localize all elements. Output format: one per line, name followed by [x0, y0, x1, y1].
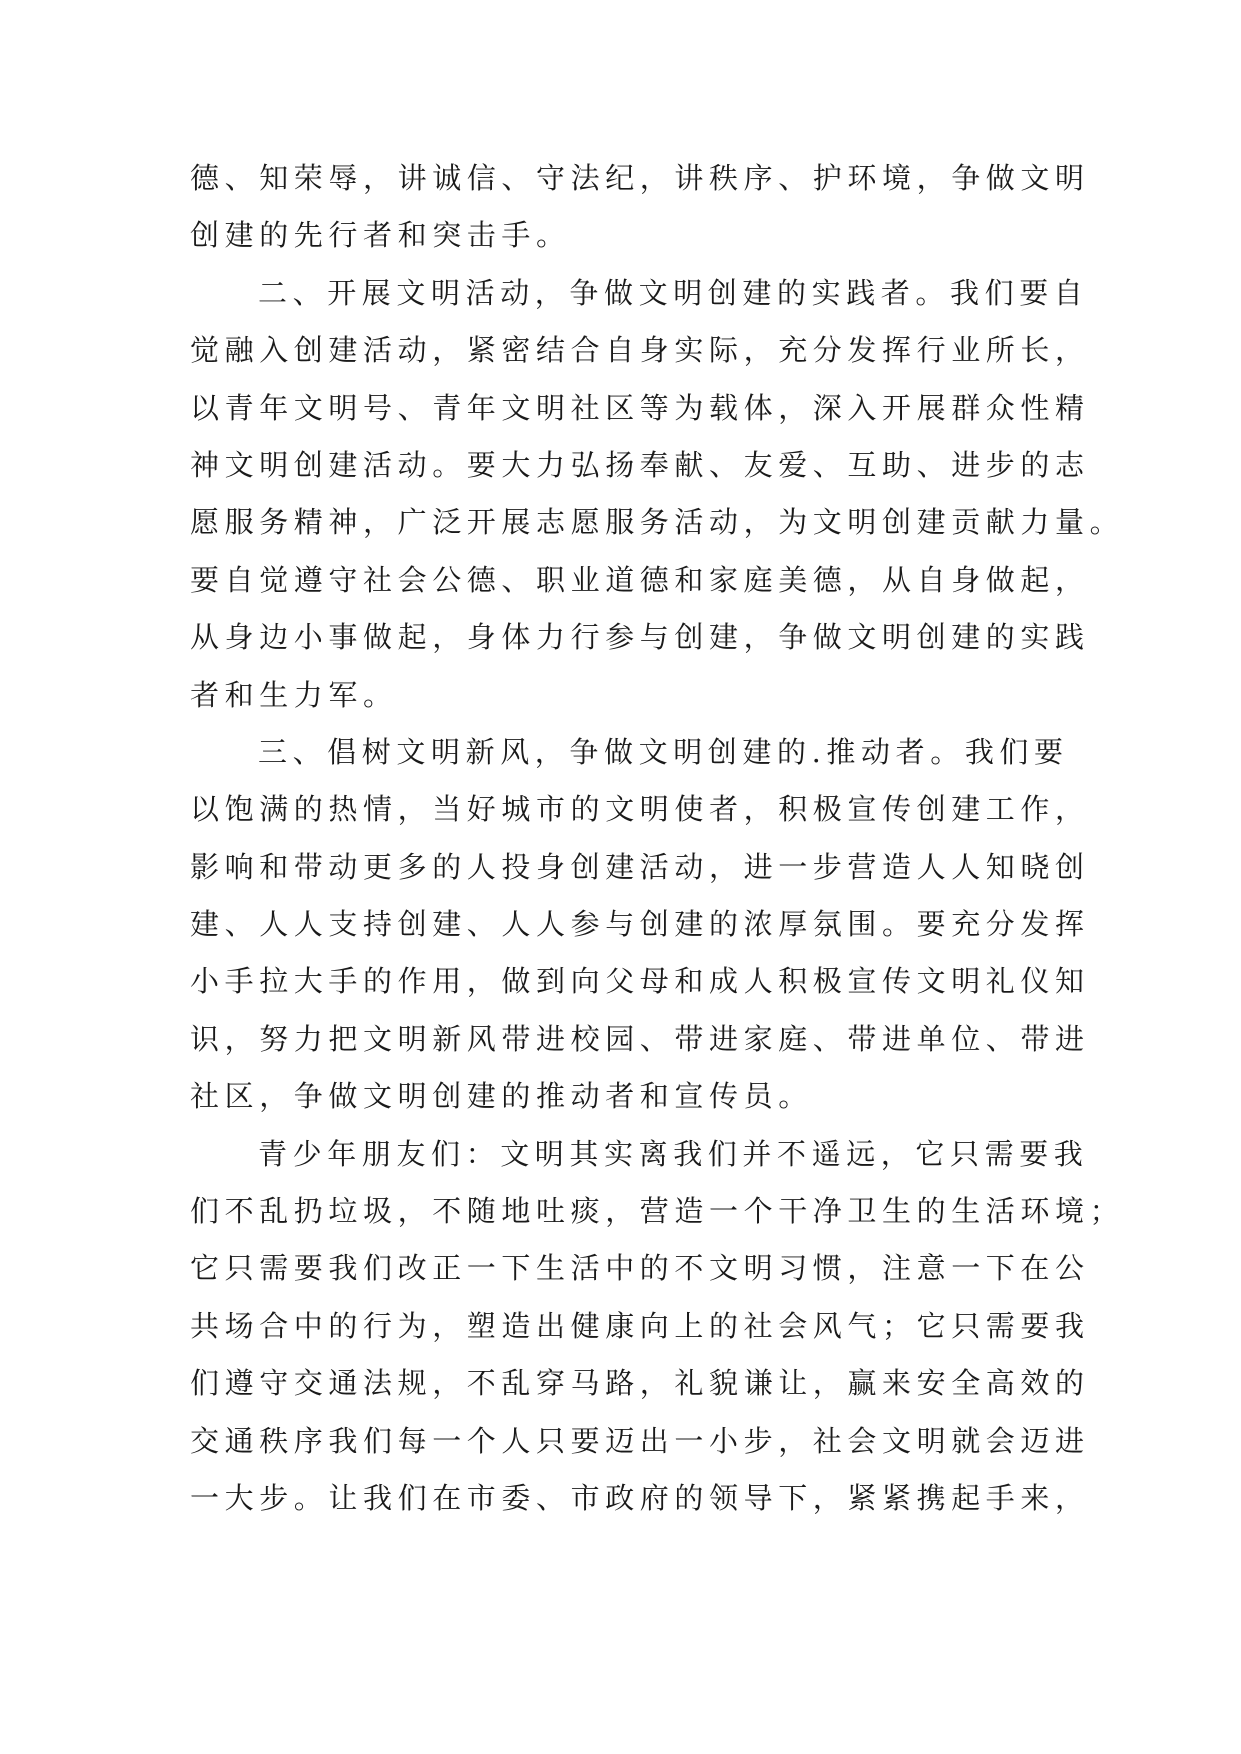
text-line: 愿服务精神，广泛开展志愿服务活动，为文明创建贡献力量。: [190, 505, 1125, 540]
text-line: 以饱满的热情，当好城市的文明使者，积极宣传创建工作，: [190, 792, 1090, 827]
text-line: 要自觉遵守社会公德、职业道德和家庭美德，从自身做起，: [190, 562, 1090, 597]
text-line: 它只需要我们改正一下生活中的不文明习惯，注意一下在公: [190, 1251, 1090, 1286]
text-line: 德、知荣辱，讲诚信、守法纪，讲秩序、护环境，争做文明: [190, 161, 1090, 195]
text-line: 共场合中的行为，塑造出健康向上的社会风气；它只需要我: [190, 1308, 1090, 1343]
text-line: 以青年文明号、青年文明社区等为载体，深入开展群众性精: [190, 390, 1090, 425]
text-line: 们不乱扔垃圾，不随地吐痰，营造一个干净卫生的生活环境；: [190, 1194, 1125, 1229]
text-line: 神文明创建活动。要大力弘扬奉献、友爱、互助、进步的志: [190, 447, 1090, 482]
text-line: 从身边小事做起，身体力行参与创建，争做文明创建的实践: [190, 620, 1090, 655]
text-line: 识，努力把文明新风带进校园、带进家庭、带进单位、带进: [190, 1021, 1090, 1056]
text-line: 一大步。让我们在市委、市政府的领导下，紧紧携起手来，: [190, 1480, 1090, 1515]
text-line: 青少年朋友们：文明其实离我们并不遥远，它只需要我: [258, 1136, 1089, 1171]
text-line: 们遵守交通法规，不乱穿马路，礼貌谦让，赢来安全高效的: [190, 1366, 1090, 1401]
document-body: [190, 150, 1125, 1527]
text-line: 影响和带动更多的人投身创建活动，进一步营造人人知晓创: [190, 849, 1090, 884]
text-line: 三、倡树文明新风，争做文明创建的.推动者。我们要: [258, 734, 1069, 769]
text-line: 者和生力军。: [190, 677, 398, 712]
text-line: 建、人人支持创建、人人参与创建的浓厚氛围。要充分发挥: [190, 907, 1090, 942]
text-line: 交通秩序我们每一个人只要迈出一小步，社会文明就会迈进: [190, 1423, 1090, 1458]
text-line: 小手拉大手的作用，做到向父母和成人积极宣传文明礼仪知: [190, 964, 1090, 999]
text-line: 二、开展文明活动，争做文明创建的实践者。我们要自: [258, 275, 1089, 310]
text-line: 创建的先行者和突击手。: [190, 218, 571, 253]
text-line: 社区，争做文明创建的推动者和宣传员。: [190, 1079, 813, 1114]
text-line: 觉融入创建活动，紧密结合自身实际，充分发挥行业所长，: [190, 333, 1090, 368]
